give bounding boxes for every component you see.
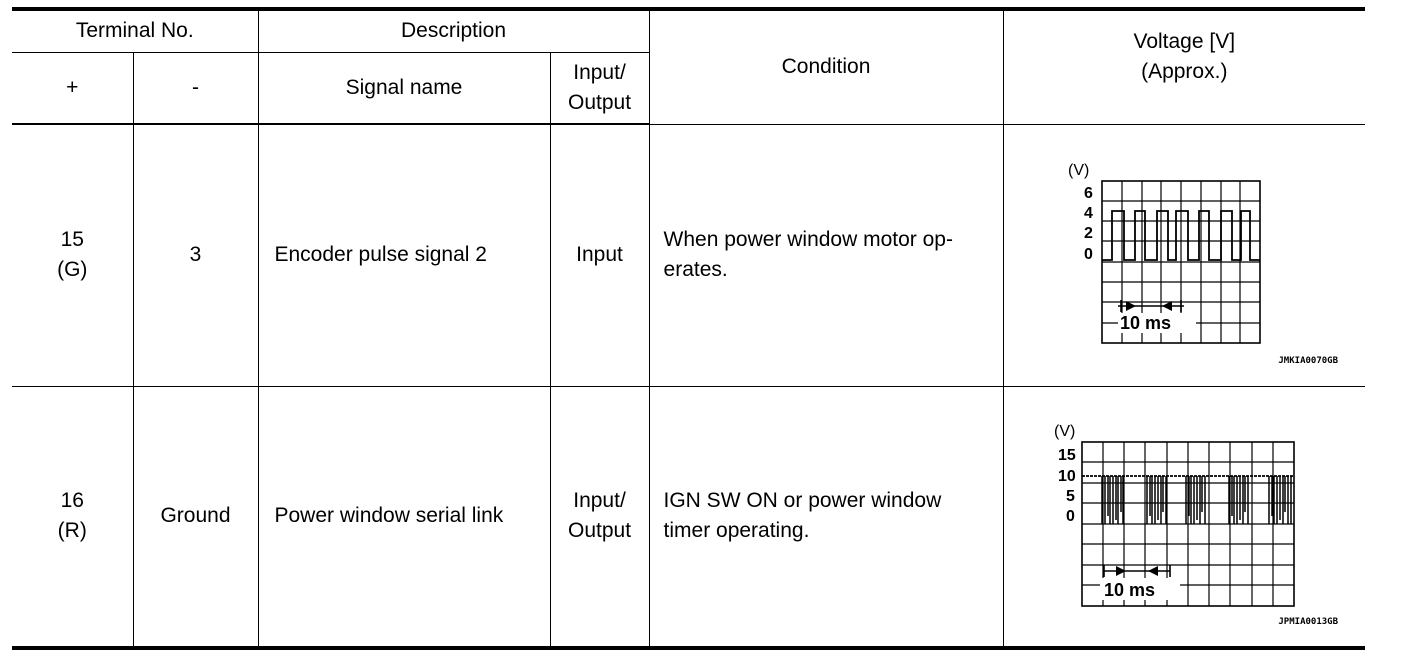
y-tick: 15 — [1057, 447, 1076, 465]
y-tick: 0 — [1083, 246, 1093, 263]
y-tick: 5 — [1065, 488, 1075, 506]
terminal-plus-color: (R) — [57, 519, 87, 543]
io-line1: Input/ — [573, 489, 626, 513]
pulse-waveform-chart — [1054, 145, 1354, 365]
header-plus: + — [12, 52, 133, 124]
serial-link-waveform-chart — [1034, 406, 1354, 626]
condition — [649, 124, 1003, 386]
header-condition: Condition — [649, 9, 1003, 124]
io-line2: Output — [567, 519, 632, 543]
condition — [649, 386, 1003, 648]
header-input-output — [550, 52, 649, 124]
y-tick: 10 — [1057, 468, 1076, 486]
input-output — [550, 386, 649, 648]
time-scale-label: 10 ms — [1119, 313, 1171, 333]
condition-line1: When power window motor op- — [663, 228, 953, 251]
terminal-plus — [12, 124, 133, 386]
time-scale-label: 10 ms — [1103, 580, 1155, 601]
header-io-line1: Input/ — [573, 60, 626, 84]
header-signal-name: Signal name — [258, 52, 550, 124]
terminal-minus: 3 — [133, 124, 258, 386]
voltage-waveform-cell — [1003, 386, 1365, 648]
condition-line2: erates. — [663, 258, 728, 281]
figure-code: JMKIA0070GB — [1277, 356, 1338, 365]
time-scale-marker — [1118, 300, 1196, 333]
table-row — [12, 386, 1365, 648]
condition-line1: IGN SW ON or power window — [663, 489, 942, 513]
terminal-minus: Ground — [133, 386, 258, 648]
header-voltage-line1: Voltage [V] — [1133, 30, 1236, 54]
figure-code: JPMIA0013GB — [1277, 617, 1338, 627]
header-voltage — [1003, 9, 1365, 124]
table-row — [12, 124, 1365, 386]
condition-line2: timer operating. — [663, 519, 810, 543]
input-output: Input — [550, 124, 649, 386]
signal-name: Power window serial link — [258, 386, 550, 648]
voltage-waveform-cell — [1003, 124, 1365, 386]
terminal-plus — [12, 386, 133, 648]
header-description: Description — [258, 9, 649, 52]
time-scale-marker — [1100, 565, 1180, 600]
terminal-plus-number: 15 — [60, 228, 84, 252]
header-terminal-no: Terminal No. — [12, 9, 258, 52]
y-unit-label: (V) — [1067, 162, 1089, 179]
y-tick: 6 — [1083, 185, 1093, 202]
y-tick: 4 — [1083, 205, 1093, 222]
header-voltage-line2: (Approx.) — [1141, 60, 1228, 84]
terminal-plus-number: 16 — [60, 489, 84, 513]
y-tick: 0 — [1065, 508, 1075, 526]
y-tick: 2 — [1083, 225, 1093, 242]
terminal-plus-color: (G) — [57, 258, 88, 282]
signal-name: Encoder pulse signal 2 — [258, 124, 550, 386]
header-io-line2: Output — [567, 90, 632, 114]
y-unit-label: (V) — [1053, 423, 1075, 441]
header-minus: - — [133, 52, 258, 124]
terminal-spec-table — [12, 7, 1365, 650]
